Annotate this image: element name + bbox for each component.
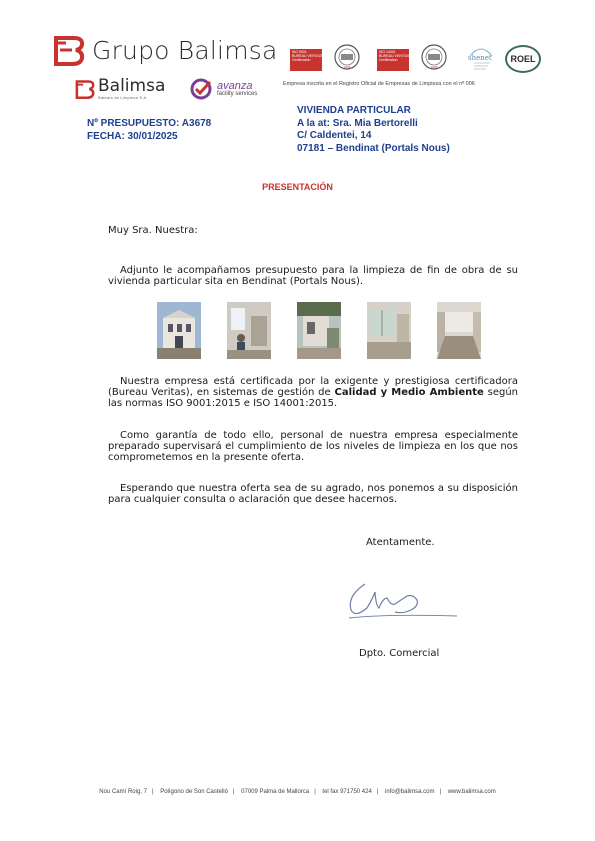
paragraph-2-bold: Calidad y Medio Ambiente [334, 387, 484, 398]
cert2-label: Certification [379, 58, 398, 62]
registry-note: Empresa inscrita en el Registro Oficial de Empresas de Limpieza con el nº 006 [283, 81, 475, 87]
shenet-text: shenet [468, 54, 492, 62]
avanza-check-icon [190, 78, 214, 100]
footer-email[interactable]: info@balimsa.com [385, 789, 435, 795]
avanza-tagline: facility services [217, 91, 258, 97]
footer-phone: tel fax 971750 424 [322, 789, 372, 795]
bureau-veritas-seal-2-icon [421, 44, 447, 70]
photo-house-exterior [157, 302, 201, 359]
closing: Atentamente. [366, 537, 435, 548]
cert2-iso: ISO 14001 [379, 50, 396, 54]
iso14001-cert-badge [377, 49, 409, 71]
paragraph-1-text: Adjunto le acompañamos presupuesto para la limpieza de fin de obra de su vivienda particular sita en Bendinat (Portals Nous). [108, 265, 518, 287]
paragraph-2 [108, 376, 518, 409]
brand-main: Grupo Balimsa [92, 35, 278, 65]
avanza-logo [190, 78, 257, 100]
greeting: Muy Sra. Nuestra: [108, 225, 198, 236]
paragraph-4-text: Esperando que nuestra oferta sea de su agrado, nos ponemos a su disposición para cualquier consulta o aclaración que desee hacernos. [108, 483, 518, 505]
bureau-veritas-seal-icon [334, 44, 360, 70]
seal1-year: 1828 [343, 65, 351, 69]
balimsa-logo [74, 78, 165, 100]
seal2-year: 1828 [430, 65, 438, 69]
recipient-type: VIVIENDA PARTICULAR [297, 105, 411, 116]
photo-interior-room [437, 302, 481, 359]
balimsa-b-logo-icon [52, 34, 86, 66]
footer-city: 07009 Palma de Mallorca [241, 789, 310, 795]
photo-interior-window [367, 302, 411, 359]
footer-address: Nou Camí Roig, 7 [99, 789, 147, 795]
cert2-org: BUREAU VERITAS [379, 54, 410, 58]
brand-sub: Balimsa [98, 76, 166, 96]
signature-icon [345, 578, 460, 623]
paragraph-3-text: Como garantía de todo ello, personal de nuestra empresa especialmente preparado supervisará el cumplimiento de los niveles de limpieza en los que nos comprometemos en la presente oferta. [108, 430, 518, 463]
budget-number: Nº PRESUPUESTO: A3678 [87, 118, 212, 129]
footer: Nou Camí Roig, 7 | Polígono de Son Castelló | 07009 Palma de Mallorca | tel fax 971750 424 | info@balimsa.com | www.balimsa.com [99, 789, 496, 795]
document-title: PRESENTACIÓN [262, 182, 333, 192]
iso9001-cert-badge [290, 49, 322, 71]
roel-text: ROEL [510, 54, 536, 64]
budget-date: FECHA: 30/01/2025 [87, 130, 178, 142]
avanza-name: avanza [217, 80, 253, 92]
cert1-label: Certification [292, 58, 311, 62]
footer-web[interactable]: www.balimsa.com [447, 789, 496, 795]
paragraph-4 [108, 483, 518, 505]
cert1-org: BUREAU VERITAS [292, 54, 323, 58]
recipient-city: 07181 – Bendinat (Portals Nous) [297, 142, 450, 154]
roel-logo [505, 45, 541, 73]
photo-strip [157, 302, 481, 359]
paragraph-2-text-a: Nuestra empresa está certificada por la exigente y prestigiosa certificadora (Bureau Veritas), en sistemas de gestión de [108, 376, 518, 398]
paragraph-3 [108, 430, 518, 463]
department: Dpto. Comercial [359, 648, 440, 659]
paragraph-2-text-b: según las normas ISO 9001:2015 e ISO 14001:2015. [108, 387, 519, 409]
paragraph-1 [108, 265, 518, 287]
recipient-attention: A la at: Sra. Mia Bertorelli [297, 117, 418, 129]
recipient-block [297, 105, 450, 155]
shenet-logo [466, 44, 496, 74]
recipient-street: C/ Caldentei, 14 [297, 130, 372, 141]
cert1-iso: ISO 9001 [292, 50, 307, 54]
brand-sub-tagline: Balears de Limpieza S.A. [98, 95, 148, 100]
grupo-balimsa-logo [52, 33, 278, 67]
balimsa-small-b-icon [74, 79, 96, 99]
photo-exterior-construction [297, 302, 341, 359]
footer-area: Polígono de Son Castelló [160, 789, 228, 795]
budget-info [87, 118, 211, 143]
photo-interior-workers [227, 302, 271, 359]
